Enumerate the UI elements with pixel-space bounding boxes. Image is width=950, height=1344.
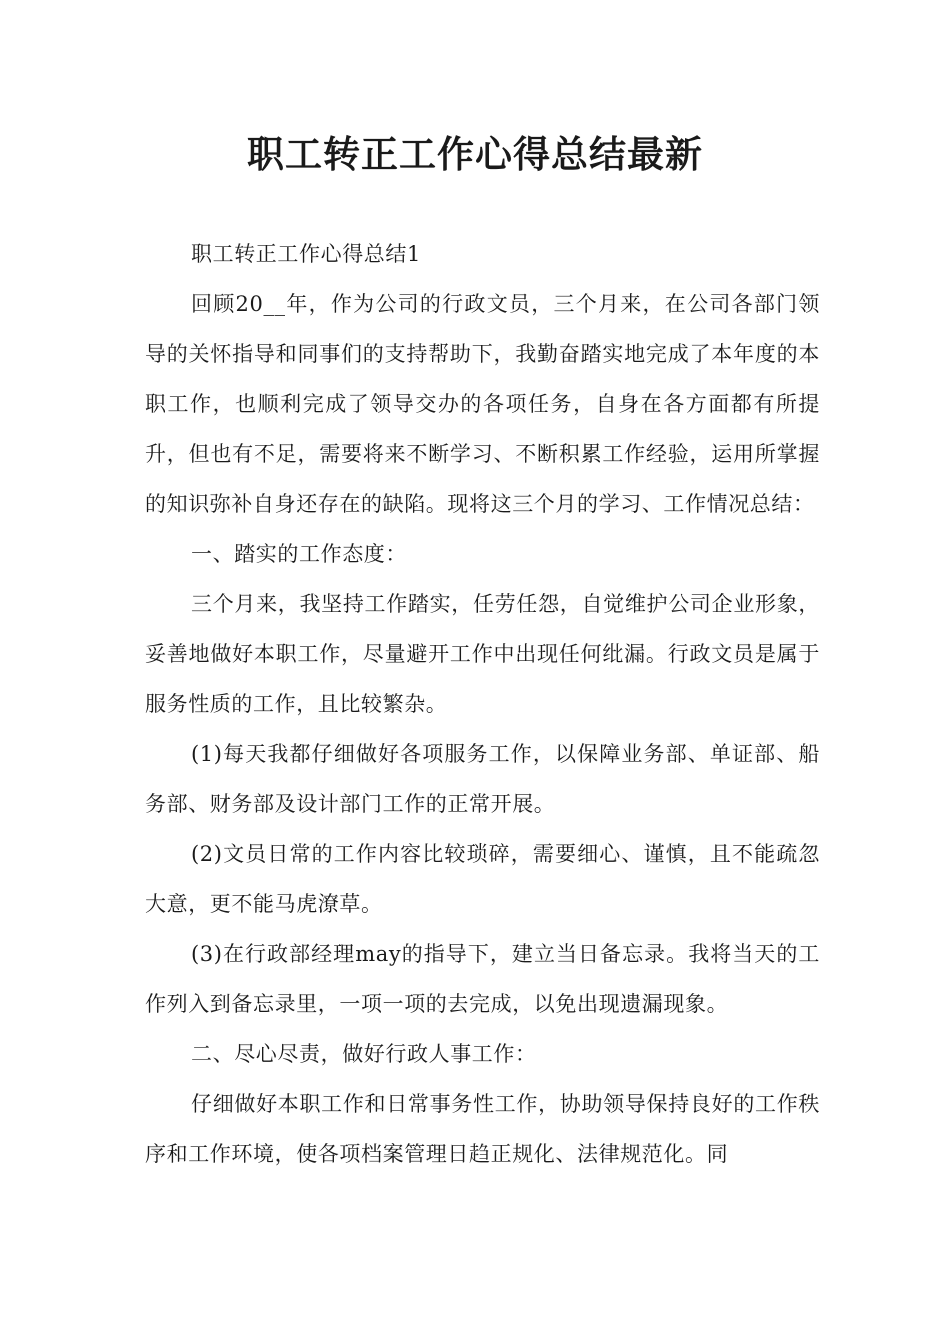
list-item: (1)每天我都仔细做好各项服务工作，以保障业务部、单证部、船务部、财务部及设计部门工作的正常开展。: [145, 742, 820, 816]
section-heading: 二、尽心尽责，做好行政人事工作：: [191, 1042, 537, 1066]
body-paragraph: 仔细做好本职工作和日常事务性工作，协助领导保持良好的工作秩序和工作环境，使各项档案管理日趋正规化、法律规范化。同: [145, 1092, 820, 1166]
document-title: 职工转正工作心得总结最新: [247, 132, 703, 176]
body-paragraph: 回顾20__年，作为公司的行政文员，三个月来，在公司各部门领导的关怀指导和同事们的支持帮助下，我勤奋踏实地完成了本年度的本职工作，也顺利完成了领导交办的各项任务，自身在各方面都有所提升，但也有不足，需要将来不断学习、不断积累工作经验，运用所掌握的知识弥补自身还存在的缺陷。现将这三个月的学习、工作情况总结：: [145, 292, 820, 516]
section-heading: 职工转正工作心得总结1: [191, 242, 421, 266]
body-paragraph: 三个月来，我坚持工作踏实，任劳任怨，自觉维护公司企业形象，妥善地做好本职工作，尽量避开工作中出现任何纰漏。行政文员是属于服务性质的工作，且比较繁杂。: [145, 592, 820, 716]
list-item: (2)文员日常的工作内容比较琐碎，需要细心、谨慎，且不能疏忽大意，更不能马虎潦草。: [145, 842, 820, 916]
document-body: [145, 229, 820, 1179]
section-heading: 一、踏实的工作态度：: [191, 542, 407, 566]
list-item: (3)在行政部经理may的指导下，建立当日备忘录。我将当天的工作列入到备忘录里，一项一项的去完成，以免出现遗漏现象。: [145, 942, 820, 1016]
